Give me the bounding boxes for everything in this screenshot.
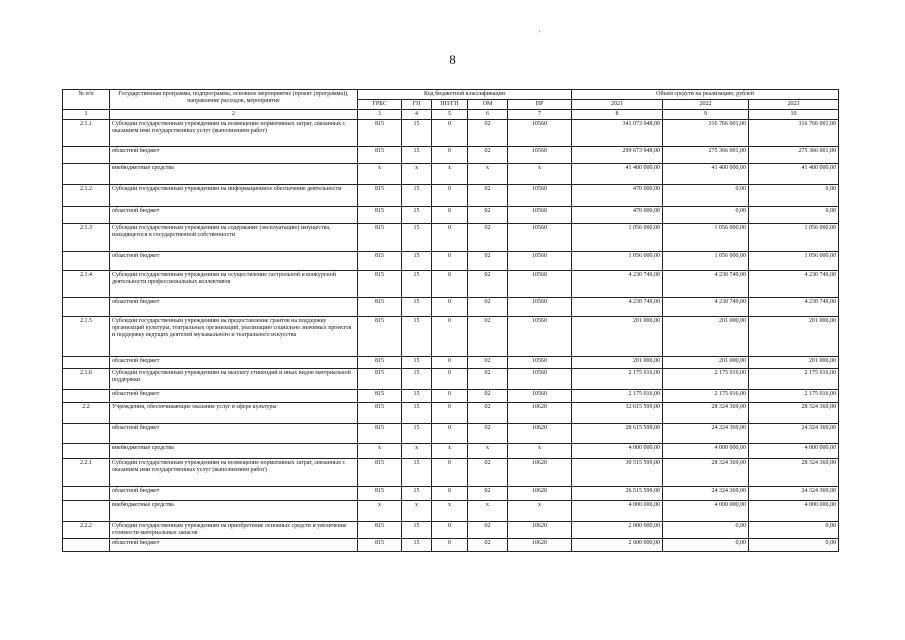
amount-2021: 2 000 000,00 <box>572 539 663 552</box>
kbk-ppgp: х <box>432 501 468 522</box>
table-row <box>63 357 839 369</box>
amount-2021: 30 515 599,00 <box>572 459 663 487</box>
table-row <box>63 317 839 357</box>
row-number <box>63 252 110 271</box>
amount-2022: 316 766 001,00 <box>663 120 749 147</box>
kbk-ppgp: 0 <box>432 185 468 207</box>
amount-2021: 2 000 000,00 <box>572 522 663 539</box>
column-number: 3 <box>358 110 402 120</box>
amount-2022: 0,00 <box>663 522 749 539</box>
row-number: 2.1.6 <box>63 369 110 390</box>
row-name: областной бюджет <box>110 424 358 444</box>
kbk-gp: х <box>402 444 432 459</box>
row-name: областной бюджет <box>110 147 358 164</box>
amount-2023: 201 000,00 <box>749 317 839 357</box>
page-number: 8 <box>449 52 456 67</box>
table-row <box>63 390 839 403</box>
amount-2023: 2 175 016,00 <box>749 390 839 403</box>
row-number: 2.1.5 <box>63 317 110 357</box>
amount-2021: 26 515 599,00 <box>572 487 663 501</box>
row-name: областной бюджет <box>110 539 358 552</box>
row-name: внебюджетные средства <box>110 444 358 459</box>
amount-2021: 41 400 000,00 <box>572 164 663 185</box>
amount-2023: 28 324 369,00 <box>749 403 839 424</box>
amount-2021: 2 175 016,00 <box>572 390 663 403</box>
kbk-ppgp: 0 <box>432 424 468 444</box>
row-name: Субсидии государственным учреждениям на содержание (эксплуатацию) имущества, находящегося в государственной собственности <box>110 224 358 252</box>
kbk-om: 02 <box>468 487 508 501</box>
kbk-om: 02 <box>468 252 508 271</box>
kbk-nr: 10560 <box>508 390 572 403</box>
table-row <box>63 271 839 298</box>
row-number: 2.2 <box>63 403 110 424</box>
amount-2022: 1 056 000,00 <box>663 252 749 271</box>
kbk-gp: 15 <box>402 147 432 164</box>
kbk-om: 02 <box>468 224 508 252</box>
amount-2023: 28 324 369,00 <box>749 459 839 487</box>
row-number <box>63 487 110 501</box>
kbk-gp: х <box>402 164 432 185</box>
kbk-grbs: 815 <box>358 224 402 252</box>
row-name: Субсидии государственным учреждениям на возмещение нормативных затрат, связанных с оказанием ими государственных услуг (выполнением работ) <box>110 120 358 147</box>
kbk-om: х <box>468 164 508 185</box>
kbk-nr: 10560 <box>508 357 572 369</box>
kbk-gp: 15 <box>402 403 432 424</box>
row-name: областной бюджет <box>110 207 358 224</box>
table-row <box>63 252 839 271</box>
kbk-nr: 10620 <box>508 424 572 444</box>
amount-2021: 341 073 948,00 <box>572 120 663 147</box>
kbk-gp: 15 <box>402 539 432 552</box>
column-number: 8 <box>572 110 663 120</box>
row-name: областной бюджет <box>110 487 358 501</box>
row-name: Субсидии государственным учреждениям на выплату стипендий и иных видов материальной поддержки <box>110 369 358 390</box>
column-number: 6 <box>468 110 508 120</box>
amount-2023: 0,00 <box>749 522 839 539</box>
kbk-om: 02 <box>468 522 508 539</box>
kbk-om: 02 <box>468 357 508 369</box>
kbk-grbs: 815 <box>358 120 402 147</box>
amount-2022: 201 000,00 <box>663 317 749 357</box>
kbk-grbs: 815 <box>358 522 402 539</box>
kbk-ppgp: 0 <box>432 539 468 552</box>
kbk-gp: 15 <box>402 185 432 207</box>
kbk-grbs: 815 <box>358 390 402 403</box>
row-number <box>63 207 110 224</box>
header-nr: НР <box>508 100 572 110</box>
row-number: 2.2.1 <box>63 459 110 487</box>
kbk-nr: 10560 <box>508 317 572 357</box>
amount-2022: 0,00 <box>663 539 749 552</box>
kbk-grbs: 815 <box>358 487 402 501</box>
amount-2022: 24 324 369,00 <box>663 424 749 444</box>
row-name: Учреждения, обеспечивающие оказание услуг в сфере культуры <box>110 403 358 424</box>
kbk-nr: 10560 <box>508 207 572 224</box>
amount-2023: 0,00 <box>749 539 839 552</box>
table-row <box>63 459 839 487</box>
amount-2023: 0,00 <box>749 207 839 224</box>
kbk-grbs: 815 <box>358 252 402 271</box>
kbk-gp: 15 <box>402 120 432 147</box>
kbk-om: 02 <box>468 390 508 403</box>
kbk-ppgp: х <box>432 164 468 185</box>
kbk-om: 02 <box>468 185 508 207</box>
row-number: 2.1.1 <box>63 120 110 147</box>
kbk-grbs: 815 <box>358 317 402 357</box>
header-col-name: Государственная программа, подпрограмма, основное мероприятие (проект (программа)), направление расходов, мероприятие <box>110 90 358 110</box>
column-number: 7 <box>508 110 572 120</box>
amount-2022: 4 000 000,00 <box>663 444 749 459</box>
kbk-gp: 15 <box>402 224 432 252</box>
row-name: Субсидии государственным учреждениям на возмещение нормативных затрат, связанных с оказанием ими государственных услуг (выполнением работ) <box>110 459 358 487</box>
kbk-grbs: 815 <box>358 207 402 224</box>
row-number <box>63 390 110 403</box>
kbk-om: 02 <box>468 539 508 552</box>
header-year-2022: 2022 <box>663 100 749 110</box>
kbk-ppgp: 0 <box>432 317 468 357</box>
column-number: 2 <box>110 110 358 120</box>
header-grbs: ГРБС <box>358 100 402 110</box>
kbk-nr: х <box>508 501 572 522</box>
kbk-nr: 10620 <box>508 487 572 501</box>
kbk-gp: 15 <box>402 522 432 539</box>
row-number <box>63 164 110 185</box>
table-row <box>63 120 839 147</box>
amount-2021: 201 000,00 <box>572 357 663 369</box>
amount-2021: 4 230 749,00 <box>572 298 663 317</box>
kbk-nr: 10620 <box>508 459 572 487</box>
kbk-ppgp: 0 <box>432 522 468 539</box>
scan-mark: ’ <box>538 29 541 38</box>
kbk-ppgp: 0 <box>432 224 468 252</box>
kbk-gp: 15 <box>402 317 432 357</box>
kbk-om: 02 <box>468 459 508 487</box>
column-number: 4 <box>402 110 432 120</box>
kbk-grbs: 815 <box>358 357 402 369</box>
kbk-gp: 15 <box>402 487 432 501</box>
column-number: 10 <box>749 110 839 120</box>
kbk-grbs: х <box>358 501 402 522</box>
amount-2021: 1 056 000,00 <box>572 224 663 252</box>
amount-2022: 4 000 000,00 <box>663 501 749 522</box>
table-row <box>63 522 839 539</box>
amount-2023: 201 000,00 <box>749 357 839 369</box>
kbk-grbs: 815 <box>358 271 402 298</box>
header-col-kbk: Код бюджетной классификации <box>358 90 572 100</box>
table-row <box>63 298 839 317</box>
kbk-ppgp: 0 <box>432 459 468 487</box>
header-ppgp: ПП/ГП <box>432 100 468 110</box>
amount-2022: 41 400 000,00 <box>663 164 749 185</box>
amount-2023: 275 366 001,00 <box>749 147 839 164</box>
kbk-nr: 10560 <box>508 298 572 317</box>
table-row <box>63 444 839 459</box>
kbk-ppgp: 0 <box>432 403 468 424</box>
row-number <box>63 444 110 459</box>
kbk-grbs: 815 <box>358 539 402 552</box>
amount-2021: 470 000,00 <box>572 185 663 207</box>
row-name: областной бюджет <box>110 390 358 403</box>
row-number <box>63 357 110 369</box>
kbk-ppgp: 0 <box>432 252 468 271</box>
kbk-om: х <box>468 501 508 522</box>
row-number: 2.1.3 <box>63 224 110 252</box>
budget-table <box>62 89 839 552</box>
kbk-nr: 10620 <box>508 403 572 424</box>
kbk-ppgp: х <box>432 444 468 459</box>
kbk-gp: 15 <box>402 369 432 390</box>
kbk-om: х <box>468 444 508 459</box>
amount-2023: 0,00 <box>749 185 839 207</box>
kbk-ppgp: 0 <box>432 369 468 390</box>
row-name: внебюджетные средства <box>110 501 358 522</box>
row-name: Субсидии государственным учреждениям на предоставление грантов на поддержку организаций культуры, театральных организаций, реализацию социально значимых проектов и поддержку ведущих деятелей музыкального и театрального искусства <box>110 317 358 357</box>
kbk-grbs: х <box>358 444 402 459</box>
amount-2023: 4 230 749,00 <box>749 298 839 317</box>
amount-2022: 2 175 016,00 <box>663 390 749 403</box>
amount-2023: 2 175 016,00 <box>749 369 839 390</box>
kbk-nr: 10560 <box>508 185 572 207</box>
row-number: 2.1.4 <box>63 271 110 298</box>
row-number <box>63 147 110 164</box>
amount-2021: 201 000,00 <box>572 317 663 357</box>
amount-2022: 0,00 <box>663 185 749 207</box>
kbk-om: 02 <box>468 369 508 390</box>
kbk-om: 02 <box>468 271 508 298</box>
kbk-om: 02 <box>468 207 508 224</box>
kbk-om: 02 <box>468 147 508 164</box>
table-row <box>63 501 839 522</box>
amount-2022: 0,00 <box>663 207 749 224</box>
table-row <box>63 164 839 185</box>
row-name: Субсидии государственным учреждениям на осуществление гастрольной и конкурсной деятельности профессиональных коллективов <box>110 271 358 298</box>
kbk-ppgp: 0 <box>432 207 468 224</box>
amount-2023: 4 000 000,00 <box>749 444 839 459</box>
amount-2021: 4 230 749,00 <box>572 271 663 298</box>
row-name: внебюджетные средства <box>110 164 358 185</box>
kbk-gp: х <box>402 501 432 522</box>
kbk-ppgp: 0 <box>432 487 468 501</box>
kbk-gp: 15 <box>402 271 432 298</box>
table-row <box>63 487 839 501</box>
kbk-om: 02 <box>468 424 508 444</box>
header-col-amount: Объем средств на реализацию, рублей <box>572 90 839 100</box>
column-number-row <box>63 110 839 120</box>
amount-2022: 1 056 000,00 <box>663 224 749 252</box>
row-name: областной бюджет <box>110 252 358 271</box>
amount-2022: 4 230 749,00 <box>663 298 749 317</box>
kbk-gp: 15 <box>402 252 432 271</box>
column-number: 5 <box>432 110 468 120</box>
table-row <box>63 185 839 207</box>
amount-2021: 470 000,00 <box>572 207 663 224</box>
kbk-ppgp: 0 <box>432 120 468 147</box>
kbk-grbs: 815 <box>358 369 402 390</box>
kbk-om: 02 <box>468 403 508 424</box>
amount-2022: 275 366 001,00 <box>663 147 749 164</box>
kbk-gp: 15 <box>402 357 432 369</box>
kbk-grbs: 815 <box>358 459 402 487</box>
row-number <box>63 539 110 552</box>
row-number: 2.2.2 <box>63 522 110 539</box>
amount-2021: 4 000 000,00 <box>572 501 663 522</box>
kbk-nr: 10560 <box>508 369 572 390</box>
kbk-nr: х <box>508 164 572 185</box>
amount-2023: 24 324 369,00 <box>749 487 839 501</box>
kbk-ppgp: 0 <box>432 390 468 403</box>
header-row-1 <box>63 90 839 100</box>
kbk-gp: 15 <box>402 207 432 224</box>
amount-2021: 28 615 599,00 <box>572 424 663 444</box>
row-number: 2.1.2 <box>63 185 110 207</box>
row-number <box>63 298 110 317</box>
amount-2021: 2 175 016,00 <box>572 369 663 390</box>
kbk-ppgp: 0 <box>432 298 468 317</box>
kbk-nr: х <box>508 444 572 459</box>
kbk-nr: 10620 <box>508 539 572 552</box>
kbk-nr: 10560 <box>508 224 572 252</box>
kbk-om: 02 <box>468 317 508 357</box>
kbk-nr: 10560 <box>508 271 572 298</box>
kbk-ppgp: 0 <box>432 357 468 369</box>
header-year-2021: 2021 <box>572 100 663 110</box>
kbk-nr: 10560 <box>508 252 572 271</box>
kbk-gp: 15 <box>402 424 432 444</box>
row-number <box>63 424 110 444</box>
amount-2023: 316 766 001,00 <box>749 120 839 147</box>
amount-2023: 4 000 000,00 <box>749 501 839 522</box>
amount-2021: 4 000 000,00 <box>572 444 663 459</box>
row-name: областной бюджет <box>110 298 358 317</box>
kbk-grbs: 815 <box>358 403 402 424</box>
amount-2022: 2 175 016,00 <box>663 369 749 390</box>
amount-2021: 299 673 948,00 <box>572 147 663 164</box>
kbk-nr: 10560 <box>508 120 572 147</box>
row-name: Субсидии государственным учреждениям на информационное обеспечение деятельности <box>110 185 358 207</box>
amount-2021: 32 615 599,00 <box>572 403 663 424</box>
amount-2022: 28 324 369,00 <box>663 403 749 424</box>
kbk-gp: 15 <box>402 298 432 317</box>
kbk-om: 02 <box>468 298 508 317</box>
table-row <box>63 207 839 224</box>
header-col-num: № п/п <box>63 90 110 110</box>
kbk-gp: 15 <box>402 390 432 403</box>
kbk-om: 02 <box>468 120 508 147</box>
amount-2022: 201 000,00 <box>663 357 749 369</box>
kbk-grbs: х <box>358 164 402 185</box>
kbk-nr: 10560 <box>508 147 572 164</box>
row-number <box>63 501 110 522</box>
amount-2023: 4 230 749,00 <box>749 271 839 298</box>
row-name: Субсидии государственным учреждениям на приобретение основных средств и увеличение стоимости материальных запасов <box>110 522 358 539</box>
table-row <box>63 403 839 424</box>
table-row <box>63 369 839 390</box>
kbk-grbs: 815 <box>358 424 402 444</box>
header-year-2023: 2023 <box>749 100 839 110</box>
table-row <box>63 224 839 252</box>
table-row <box>63 539 839 552</box>
amount-2023: 1 056 000,00 <box>749 224 839 252</box>
amount-2022: 4 230 749,00 <box>663 271 749 298</box>
amount-2022: 28 324 369,00 <box>663 459 749 487</box>
kbk-gp: 15 <box>402 459 432 487</box>
header-gp: ГП <box>402 100 432 110</box>
kbk-nr: 10620 <box>508 522 572 539</box>
amount-2023: 24 324 369,00 <box>749 424 839 444</box>
amount-2023: 1 056 000,00 <box>749 252 839 271</box>
kbk-grbs: 815 <box>358 147 402 164</box>
kbk-ppgp: 0 <box>432 147 468 164</box>
row-name: областной бюджет <box>110 357 358 369</box>
table-row <box>63 424 839 444</box>
header-om: ОМ <box>468 100 508 110</box>
kbk-grbs: 815 <box>358 298 402 317</box>
amount-2023: 41 400 000,00 <box>749 164 839 185</box>
column-number: 9 <box>663 110 749 120</box>
kbk-grbs: 815 <box>358 185 402 207</box>
kbk-ppgp: 0 <box>432 271 468 298</box>
table-row <box>63 147 839 164</box>
column-number: 1 <box>63 110 110 120</box>
amount-2021: 1 056 000,00 <box>572 252 663 271</box>
amount-2022: 24 324 369,00 <box>663 487 749 501</box>
